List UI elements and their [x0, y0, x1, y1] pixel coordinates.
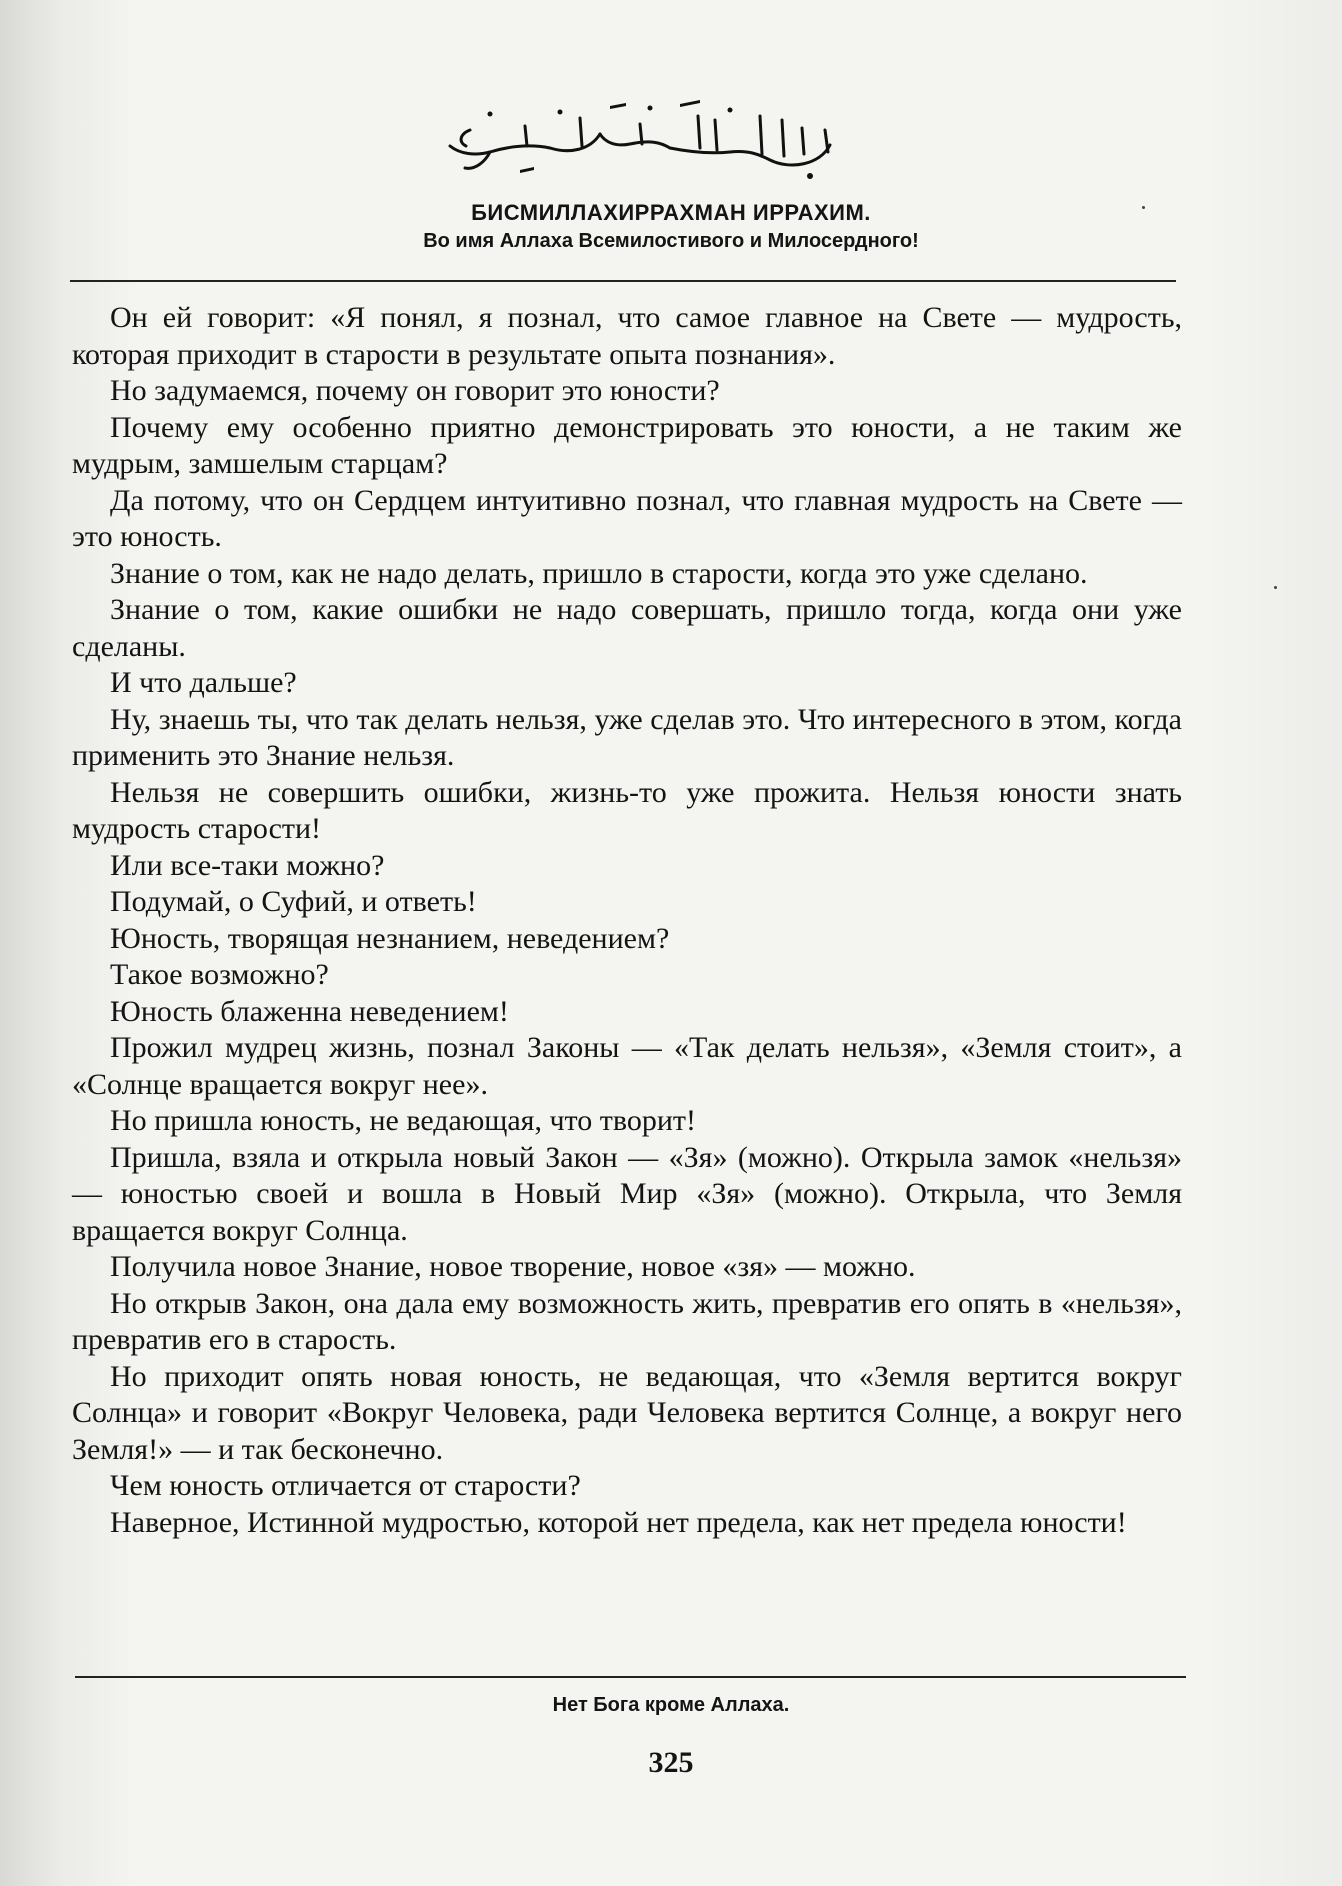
paragraph: Юность блаженна неведением! — [110, 994, 509, 1028]
paragraph: Прожил мудрец жизнь, познал Законы — «Так делать нельзя», «Земля стоит», а «Солнце вращается вокруг нее». — [72, 1031, 1182, 1101]
paragraph: Или все-таки можно? — [110, 848, 385, 882]
bismillah-translation: Во имя Аллаха Всемилостивого и Милосердного! — [423, 230, 919, 252]
paragraph: Подумай, о Суфий, и ответь! — [110, 885, 477, 918]
paragraph: Но задумаемся, почему он говорит это юности? — [110, 374, 720, 407]
bismillah-calligraphy — [430, 90, 850, 190]
paragraph: Но пришла юность, не ведающая, что творит! — [110, 1104, 696, 1137]
paper-speck — [1142, 206, 1145, 209]
paragraph: Но открыв Закон, она дала ему возможность жить, превратив его опять в «нельзя», превратив его в старость. — [72, 1286, 1182, 1356]
paragraph: Нельзя не совершить ошибки, жизнь-то уже прожита. Нельзя юности знать мудрость старости! — [72, 775, 1182, 845]
paragraph: Ну, знаешь ты, что так делать нельзя, уже сделав это. Что интересного в этом, когда применить это Знание нельзя. — [72, 702, 1182, 772]
paper-speck — [1274, 586, 1277, 589]
paragraph: Такое возможно? — [110, 958, 329, 991]
header-rule — [70, 280, 1176, 282]
paragraph: Пришла, взяла и открыла новый Закон — «Зя» (можно). Открыла замок «нельзя» — юностью своей и вошла в Новый Мир «Зя» (можно). Открыла, что Земля вращается вокруг Солнца. — [72, 1140, 1182, 1247]
footer-motto: Нет Бога кроме Аллаха. — [552, 1694, 790, 1716]
main-text — [72, 300, 1182, 1541]
paragraph: Юность, творящая незнанием, неведением? — [110, 921, 670, 955]
footer-rule — [75, 1676, 1186, 1678]
paragraph: Но приходит опять новая юность, не ведающая, что «Земля вертится вокруг Солнца» и говорит «Вокруг Человека, ради Человека вертится Солнце, а вокруг него Земля!» — и так бесконечно. — [72, 1359, 1182, 1466]
paragraph: Почему ему особенно приятно демонстрировать это юности, а не таким же мудрым, замшелым старцам? — [72, 410, 1182, 480]
paragraph: И что дальше? — [110, 666, 297, 699]
paragraph: Чем юность отличается от старости? — [110, 1469, 581, 1502]
paragraph: Знание о том, как не надо делать, пришло в старости, когда это уже сделано. — [110, 556, 1088, 590]
paragraph: Он ей говорит: «Я понял, я познал, что самое главное на Свете — мудрость, которая приходит в старости в результате опыта познания». — [72, 301, 1182, 371]
page-number: 325 — [648, 1746, 694, 1779]
paragraph: Наверное, Истинной мудростью, которой нет предела, как нет предела юности! — [110, 1505, 1127, 1539]
paragraph: Получила новое Знание, новое творение, новое «зя» — можно. — [110, 1250, 916, 1283]
paragraph: Да потому, что он Сердцем интуитивно познал, что главная мудрость на Свете — это юность. — [72, 483, 1182, 553]
paragraph: Знание о том, какие ошибки не надо совершать, пришло тогда, когда они уже сделаны. — [72, 593, 1182, 663]
bismillah-title: БИСМИЛЛАХИРРАХМАН ИРРАХИМ. — [471, 200, 871, 225]
